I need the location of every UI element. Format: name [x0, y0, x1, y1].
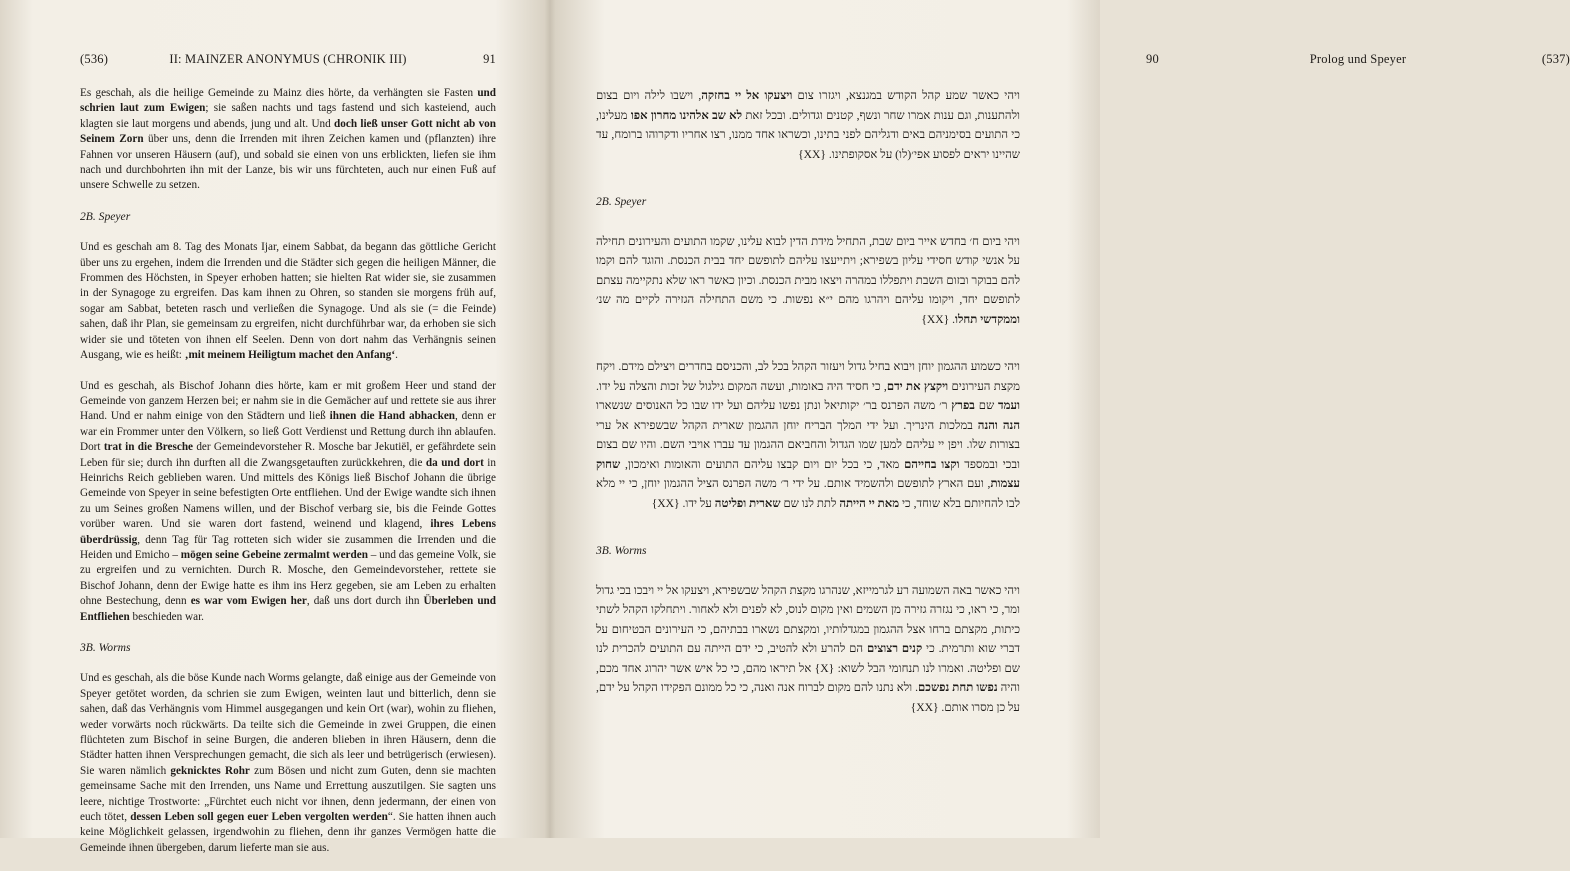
- text-run: Es geschah, als die heilige Gemeinde zu Mainz dies hörte, da verhängten sie Fasten: [80, 87, 478, 99]
- left-page-body: [80, 86, 496, 871]
- emphasis-text: ויקצץ את ידם: [886, 379, 949, 393]
- text-run: הם להרע ולא להטיב, כי ידם הייתה עם התועים להכרית לנו שם ופליטה. ואמרו לנו תנחומי הבל לשוא:: [596, 642, 1020, 675]
- text-run: , daß uns dort durch ihn: [306, 595, 424, 608]
- text-run: שם: [974, 399, 998, 412]
- speyer-heading: 2B. Speyer: [80, 209, 131, 223]
- text-run: במלכות הינריך. ועל ידי המלך הבריח יוחן ההגמון שארית הקהל שבשפירא אל ערי בצורות שלו. ויפן יי עליהם למען שמו הגדול והחביאם ההגמון עד עברו אויבי השם. והיו שם בצום ובכי ובמספד: [596, 418, 1020, 471]
- text-run: . ולא נתנו להם מקום לברוח אנה ואנה, כי כל ממונם הפקידו הקהל על ידם, על כן מסרו אותם.: [596, 681, 1020, 714]
- emphasis-text: es war vom Ewigen her: [190, 595, 307, 608]
- text-run: ויהי כשמוע ההגמון יוחן ויבוא בחיל גדול ויעזור הקהל בכל לב, והכניסם בחדרים ויצילם מידם. ויקח מקצת העירונים: [596, 360, 1020, 393]
- emphasis-text: קנים רצוצים: [866, 642, 923, 655]
- right-running-title: Prolog und Speyer: [1309, 52, 1407, 66]
- text-run: Und es geschah am 8. Tag des Monats Ijar, einem Sabbat, da begann das göttliche Gericht über uns zu ergehen, indem die Irrenden und die Städter sich gegen die heiligen Männer, die Frommen des Höchsten, in Speyer erhoben hatten; sie hielten Rat wider sie, sie zusammen in der Synagoge zu ergreifen. Das kam ihnen zu Ohren, so standen sie morgens früh auf, sogar am Sabbat, beteten rasch und verließen die Synagoge. Und als sie (= die Feinde) sahen, daß ihr Plan, sie gemeinsam zu ergreifen, nicht durchführbar war, da erhoben sie sich wider sie und töteten von ihnen elf Seelen. Denn von dort nahm das Verhängnis seinen Ausgang, wie es heißt:: [80, 241, 496, 362]
- emphasis-text: mögen seine Gebeine zermalmt werden: [180, 548, 368, 561]
- left-running-title: II: MAINZER ANONYMUS (CHRONIK III): [169, 52, 407, 66]
- worms-heading: 3B. Worms: [80, 641, 131, 654]
- emphasis-text: וקצו בחייהם: [904, 457, 960, 471]
- emphasis-text: שחוק עצמות: [596, 457, 1020, 490]
- text-run: ; sie saßen nachts und tags fastend und sich kasteiend, auch klagten sie laut morgens und abends, jung und alt. Und: [80, 102, 497, 130]
- right-page-number: 90: [1146, 52, 1159, 66]
- text-run: .: [395, 349, 398, 362]
- emphasis-text: וממקדשי תחלו: [955, 312, 1020, 326]
- emphasis-text: doch ließ unser Gott nicht ab von Seinem Zorn: [80, 117, 496, 146]
- text-run: מעלינו, כי התועים בסימניהם באים ודגליהם לפני בתינו, וכשראו אחד ממנו, רצו אחריו ודקרוהו ברומח, עד שהיינו יראים לפסוע אפי׳(לו) על אסקופתינו.: [596, 108, 1020, 161]
- text-run: , ועם הארץ לתופשם ולהשמיד אותם. על ידי ר׳ משה הפרנס הציל ההגמון יוחן, כי יי מלא לבו להחיותם בלא שוחד, כי: [596, 477, 1020, 510]
- text-run: in Heinrichs Reich geblieben waren. Und mittels des Königs ließ Bischof Johann die übrige Gemeinde von Speyer in seine befestigten Orte entfliehen. Und der Ewige wandte sich ihnen zu um Seines großen Namens willen, und der Bischof verbarg sie, bis die Feinde Gottes vorüber waren. Und sie waren dort fastend, weinend und klagend,: [80, 456, 497, 531]
- text-run: ויהי ביום ח׳ בחדש אייר ביום שבת, התחיל מידת הדין לבוא עלינו, שקמו התועים והעירונים תחילה על אנשי קודש חסידי עליון בשפירא; ויתייעצו עליהם לתופשם יחד בבית הכנסת. והוגד להם וקמו להם בבוקר ובזום השבת ויתפללו במהרה ויצאו מבית הכנסת. וכיון כאשר ראו שלא נתקיימה עצתם לתופשם יחד, ויקומו עליהם ויהרגו מהם י״א נפשות. כי משם התחילה הגזירה לקיים מה שנ׳: [596, 234, 1020, 306]
- reference-marker: {XX}: [910, 700, 939, 714]
- emphasis-text: da und dort: [425, 456, 484, 469]
- hebrew-speyer-paragraph-1: [596, 232, 1020, 330]
- left-page-number: 91: [483, 52, 496, 66]
- reference-marker: {XX}: [798, 147, 826, 161]
- text-run: – und das gemeine Volk, sie zu ergreifen und zu vernichten. Durch R. Mosche, den Gemeindevorsteher, rettete sie Bischof Johann, denn der Ewige hatte es ihm ins Herz gegeben, sie am Leben zu erhalten ohne Bestechung, denn: [80, 548, 496, 608]
- right-page-label: (537): [1541, 52, 1570, 66]
- emphasis-text: ‚mit meinem Heiligtum machet den Anfang‘: [184, 349, 396, 362]
- text-run: על ידו.: [679, 496, 715, 510]
- text-run: , וישבו לילה ויום בצום ולהתענות, וגם ענות אמרו שחר ונשף, קטנים וגדולים. ובכל זאת: [596, 89, 1020, 122]
- emphasis-text: trat in die Bresche: [103, 441, 194, 454]
- text-run: über uns, denn die Irrenden mit ihren Zeichen kamen und (pflanzten) ihre Fahnen vor unseren Häusern (auf), und sobald sie einen von uns erblickten, liefen sie ihm nach und durchbohrten ihn mit der Lanze, bis wir uns fürchteten, auch nur einen Fuß auf unsere Schwelle zu setzen.: [80, 133, 496, 192]
- text-run: beschieden war.: [129, 610, 204, 623]
- emphasis-text: לא שב אלהינו מחרון אפו: [630, 108, 743, 122]
- text-run: .: [949, 312, 956, 326]
- reference-marker: {XX}: [921, 312, 950, 326]
- reference-marker: {XX}: [651, 496, 680, 510]
- left-page-label: (536): [80, 52, 109, 66]
- text-run: Und es geschah, als Bischof Johann dies hörte, kam er mit großem Heer und stand der Gemeinde von ganzem Herzen bei; er nahm sie in die Gemächer auf und rettete sie aus ihrer Hand. Und er nahm einige von den Städtern und ließ: [80, 379, 496, 423]
- text-run: , כי חסיד היה באומות, ועשה המקום גילגול של זכות והצלה על ידו.: [596, 379, 887, 393]
- text-run: , denn er war ein Frommer unter den Völkern, so ließ Gott Verdienst und Rettung durch ihn ablaufen. Dort: [80, 410, 496, 454]
- emphasis-text: שארית ופליטה: [714, 496, 781, 510]
- hebrew-worms-paragraph: [596, 581, 1020, 718]
- emphasis-text: מאת יי הייתה: [839, 496, 900, 510]
- hebrew-speyer-paragraph-2: [596, 357, 1020, 513]
- hebrew-speyer-heading: 2B. Speyer: [596, 195, 647, 208]
- text-run: ויהי כאשר שמע קהל הקודש במגנצא, ויגזרו צום: [792, 89, 1021, 102]
- hebrew-mainz-paragraph: [596, 86, 1020, 164]
- emphasis-text: ihres Lebens überdrüssig: [80, 518, 496, 546]
- text-run: אל תיראו מהם, כי כל איש אשר יהרוג אחד מכם, והיה: [596, 661, 1020, 694]
- emphasis-text: נפשו תחת נפשכם: [918, 681, 998, 694]
- text-run: מאד, כי בכל יום ויום קבצו עליהם התועים והאומות ואימכון,: [620, 457, 905, 471]
- hebrew-worms-heading: 3B. Worms: [596, 544, 647, 557]
- text-run: ר׳ משה הפרנס בר׳ יקותיאל ונתן נפשו עליהם ועל ידו שבו כל האנוסים שנשארו: [596, 399, 952, 412]
- worms-paragraph: [80, 671, 496, 856]
- text-run: “. Sie hatten ihnen auch keine Möglichkeit gelassen, irgendwohin zu fliehen, denn ihr ganzes Vermögen hatte die Gemeinde ihnen übergeben, darum lieferte man sie aus.: [80, 811, 496, 854]
- text-run: לתת לנו שם: [780, 496, 840, 510]
- emphasis-text: Überleben und Entfliehen: [80, 595, 496, 623]
- text-run: , denn Tag für Tag rotteten sich wider sie zusammen die Irrenden und die Heiden und Emicho –: [80, 533, 496, 561]
- speyer-paragraph-1: [80, 240, 496, 363]
- text-run: Und es geschah, als die böse Kunde nach Worms gelangte, daß einige aus der Gemeinde von Speyer getötet worden, da schrien sie zum Ewigen, weinten laut und bitterlich, denn sie sahen, daß das Verhängnis vom Himmel ausgegangen und kein Ort (war), wohin zu fliehen, weder vorwärts noch rückwärts. Da teilte sich die Gemeinde in zwei Gruppen, die einen flüchteten zum Bischof in seine Burgen, die anderen blieben in ihren Häusern, denn die Städter hatten ihnen Versprechungen gemacht, die sich als leer und betrügerisch (erwiesen). Sie waren nämlich: [80, 672, 496, 777]
- emphasis-text: und schrien laut zum Ewigen: [80, 87, 496, 115]
- speyer-paragraph-2: [80, 379, 496, 626]
- emphasis-text: בפרץ: [951, 399, 975, 412]
- emphasis-text: dessen Leben soll gegen euer Leben vergolten werden: [130, 811, 388, 824]
- text-run: der Gemeindevorsteher R. Mosche bar Jekutiël, er gefährdete sein Leben für sie; durch ihn durften all die Zwangsgetauften zurückkehren, die: [80, 441, 497, 469]
- emphasis-text: geknicktes Rohr: [170, 764, 250, 777]
- emphasis-text: ihnen die Hand abhacken: [329, 410, 456, 423]
- right-page-body: [596, 86, 1020, 727]
- mainz-paragraph: [80, 86, 496, 194]
- emphasis-text: ויצעקו אל יי בחזקה: [701, 89, 793, 102]
- reference-marker: {X}: [814, 661, 835, 675]
- emphasis-text: ועמד: [998, 399, 1020, 412]
- emphasis-text: הנה והנה: [977, 418, 1020, 432]
- text-run: ויהי כאשר באה השמועה רע לגרמייזא, שנהרגו מקצת הקהל שבשפירא, ויצעקו אל יי ויבכו בכי גדול ומר, כי ראו, כי נגזרה גזירה מן השמים ואין מקום לנוס, לא לפנים ולא לאחור. ויתחלקו הקהל לשתי כיתות, מקצתם ברחו אצל ההגמון במגדלותיו, ומקצתם נשארו בבתיהם, כי העירונים הבטיחום על דברי שוא ותרמית. כי: [596, 583, 1020, 655]
- text-run: zum Bösen und nicht zum Guten, denn sie machten gemeinsame Sache mit den Irrenden, uns Name und Errettung auszutilgen. Sie sagten uns leere, nichtige Trostworte: „Fürchtet euch nicht vor ihnen, denn jedermann, der einen von euch tötet,: [80, 764, 496, 824]
